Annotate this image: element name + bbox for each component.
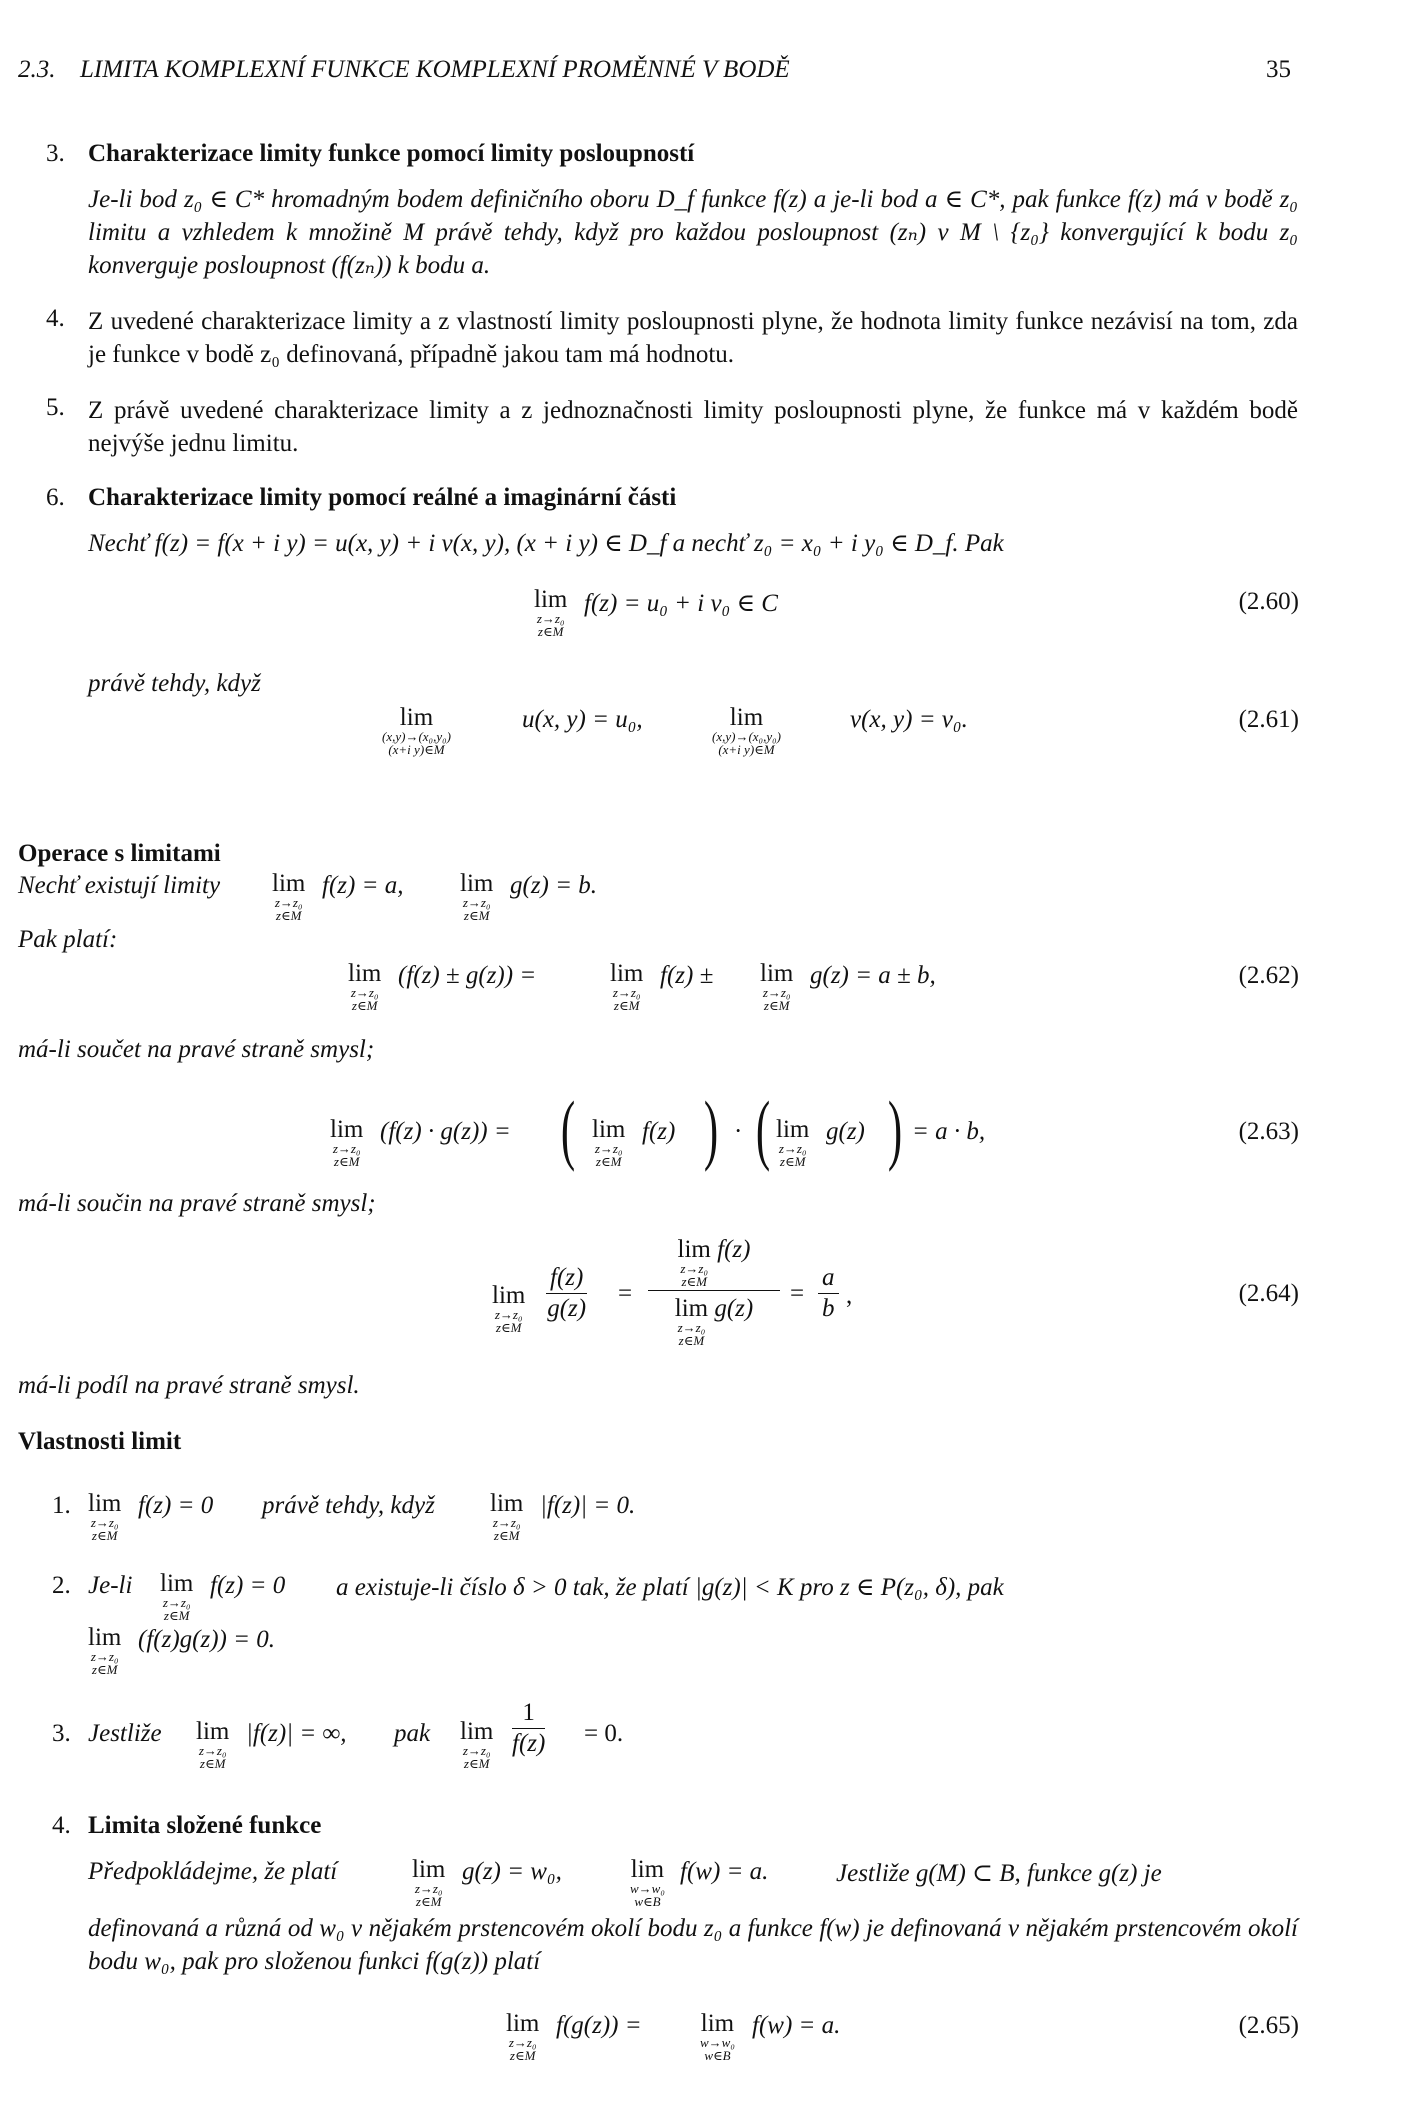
sum-mid: f(z) ± — [660, 962, 714, 989]
section-title-operations: Operace s limitami — [18, 840, 221, 867]
condition-quotient: má-li podíl na pravé straně smysl. — [18, 1372, 360, 1399]
property-2-mid: a existuje-li číslo δ > 0 tak, že platí |g(z)| < K pro z ∈ P(z₀, δ), pak — [336, 1574, 1004, 1601]
limit-operator: lim z→z₀ z∈M — [677, 1236, 711, 1289]
property-4-text: definovaná a různá od w₀ v nějakém prstencovém okolí bodu z₀ a funkce f(w) je definovaná v nějakém prstencovém okolí bodu w₀, pak pro složenou funkci f(g(z)) platí — [88, 1915, 1298, 1975]
limit-operator: lim z→z₀ z∈M — [534, 586, 568, 639]
iff-text: právě tehdy, když — [88, 670, 261, 697]
limit-operator: lim z→z₀ z∈M — [330, 1116, 364, 1169]
equation-number: (2.60) — [1238, 588, 1299, 615]
equation-number: (2.61) — [1238, 706, 1299, 733]
property-2-pre: Je-li — [88, 1572, 133, 1599]
limit-operator: lim z→z₀ z∈M — [776, 1116, 810, 1169]
property-4-mid: Jestliže g(M) ⊂ B, funkce g(z) je — [836, 1860, 1162, 1887]
equation-number: (2.64) — [1238, 1280, 1299, 1307]
property-3-a: |f(z)| = ∞, — [246, 1720, 347, 1747]
equals-sign: = — [618, 1280, 633, 1307]
equation-number: (2.62) — [1238, 962, 1299, 989]
operations-intro: Nechť existují limity — [18, 872, 221, 899]
property-4-g: g(z) = w₀, — [462, 1858, 562, 1885]
header-title: LIMITA KOMPLEXNÍ FUNKCE KOMPLEXNÍ PROMĚNNÉ V BODĚ — [80, 56, 790, 83]
limit-g-b: g(z) = b. — [510, 872, 597, 899]
item-6-number: 6. — [46, 484, 65, 511]
property-1-mid: právě tehdy, když — [262, 1492, 435, 1519]
item-3-title: Charakterizace limity funkce pomocí limity posloupností — [88, 140, 695, 167]
denominator-g: g(z) — [714, 1295, 754, 1322]
limit-operator: lim z→z₀ z∈M — [492, 1282, 526, 1335]
limit-f-a: f(z) = a, — [322, 872, 404, 899]
product-lhs: (f(z) · g(z)) = — [380, 1118, 511, 1145]
property-4-number: 4. — [52, 1812, 71, 1839]
limit-operator: lim z→z₀ z∈M — [412, 1856, 446, 1909]
limit-operator: lim z→z₀ z∈M — [674, 1295, 709, 1348]
limit-operator: lim z→z₀ z∈M — [460, 1718, 494, 1771]
limit-operator: lim z→z₀ z∈M — [506, 2010, 540, 2063]
product-dot: · — [734, 1118, 743, 1145]
item-4-text: Z uvedené charakterizace limity a z vlastností limity posloupnosti plyne, že hodnota limity funkce nezávisí na tom, zda je funkce v bodě z₀ definovaná, případně jakou tam má hodnotu. — [88, 308, 1298, 368]
item-3-text: Je-li bod z₀ ∈ C* hromadným bodem definičního oboru D_f funkce f(z) a je-li bod a ∈ C*, pak funkce f(z) má v bodě z₀ limitu a vzhledem k množině M právě tehdy, když pro každou posloupnost (zₙ) v M \ {z₀} konvergující k bodu z₀ konverguje posloupnost (f(zₙ)) k bodu a. — [88, 186, 1298, 279]
then-holds: Pak platí: — [18, 926, 118, 953]
product-rhs: = a · b, — [912, 1118, 986, 1145]
equation-2-61-v: v(x, y) = v₀. — [850, 706, 968, 733]
property-1-a: f(z) = 0 — [138, 1492, 214, 1519]
limit-operator: lim z→z₀ z∈M — [160, 1570, 194, 1623]
limit-operator: lim z→z₀ z∈M — [460, 870, 494, 923]
fraction-a-b: $\frac{a}{b}$ — [818, 1263, 839, 1324]
limit-operator: lim z→z₀ z∈M — [592, 1116, 626, 1169]
limit-operator: lim w→w₀ w∈B — [700, 2010, 735, 2063]
property-4-f: f(w) = a. — [680, 1858, 769, 1885]
header-section: 2.3. — [18, 56, 56, 83]
property-1-number: 1. — [52, 1492, 71, 1519]
limit-operator: lim z→z₀ z∈M — [610, 960, 644, 1013]
property-4-title: Limita složené funkce — [88, 1812, 322, 1839]
limit-operator: lim z→z₀ z∈M — [88, 1624, 122, 1677]
item-6-title: Charakterizace limity pomocí reálné a imaginární části — [88, 484, 677, 511]
page-number: 35 — [1266, 56, 1291, 83]
property-3-pre: Jestliže — [88, 1720, 162, 1747]
equation-2-61-u: u(x, y) = u₀, — [522, 706, 643, 733]
equals-sign: = — [790, 1280, 805, 1307]
quotient-numerator — [648, 1238, 780, 1291]
equation-number: (2.63) — [1238, 1118, 1299, 1145]
property-2-b: (f(z)g(z)) = 0. — [138, 1626, 275, 1653]
limit-operator: lim z→z₀ z∈M — [760, 960, 794, 1013]
quotient-of-limits — [648, 1238, 780, 1347]
item-3-number: 3. — [46, 140, 65, 167]
composite-rhs: f(w) = a. — [752, 2012, 841, 2039]
limit-operator: lim z→z₀ z∈M — [490, 1490, 524, 1543]
property-1-b: |f(z)| = 0. — [540, 1492, 636, 1519]
limit-operator: lim (x,y)→(x₀,y₀) (x+i y)∈M — [712, 704, 781, 757]
condition-product: má-li součin na pravé straně smysl; — [18, 1190, 376, 1217]
property-2-a: f(z) = 0 — [210, 1572, 286, 1599]
property-3-b: = 0. — [584, 1720, 624, 1747]
big-right-paren: ) — [887, 1085, 903, 1172]
equation-number: (2.65) — [1238, 2012, 1299, 2039]
item-4-number: 4. — [46, 305, 65, 332]
big-left-paren: ( — [560, 1085, 576, 1172]
limit-operator: lim z→z₀ z∈M — [196, 1718, 230, 1771]
big-left-paren: ( — [755, 1085, 771, 1172]
quotient-fraction: $\frac{f(z)}{g(z)}$ — [547, 1264, 587, 1322]
limit-operator: lim (x,y)→(x₀,y₀) (x+i y)∈M — [382, 704, 451, 757]
product-g: g(z) — [826, 1118, 865, 1145]
big-right-paren: ) — [703, 1085, 719, 1172]
reciprocal-fraction: $\frac{1}{f(z)}$ — [512, 1699, 546, 1757]
product-f: f(z) — [642, 1118, 676, 1145]
equation-2-60-body: f(z) = u₀ + i v₀ ∈ C — [584, 590, 778, 617]
limit-operator: lim z→z₀ z∈M — [348, 960, 382, 1013]
condition-sum: má-li součet na pravé straně smysl; — [18, 1036, 375, 1063]
numerator-f: f(z) — [717, 1236, 751, 1263]
property-3-mid: pak — [394, 1720, 431, 1747]
comma: , — [846, 1282, 853, 1309]
composite-lhs: f(g(z)) = — [556, 2012, 642, 2039]
limit-operator: lim z→z₀ z∈M — [272, 870, 306, 923]
property-4-pre: Předpokládejme, že platí — [88, 1858, 338, 1885]
sum-rhs: g(z) = a ± b, — [810, 962, 936, 989]
item-5-number: 5. — [46, 394, 65, 421]
property-3-number: 3. — [52, 1720, 71, 1747]
limit-operator: lim z→z₀ z∈M — [88, 1490, 122, 1543]
item-5-text: Z právě uvedené charakterizace limity a z jednoznačnosti limity posloupnosti plyne, že funkce má v každém bodě nejvýše jednu limitu. — [88, 397, 1298, 457]
limit-operator: lim w→w₀ w∈B — [630, 1856, 665, 1909]
property-2-number: 2. — [52, 1572, 71, 1599]
item-6-text: Nechť f(z) = f(x + i y) = u(x, y) + i v(x, y), (x + i y) ∈ D_f a nechť z₀ = x₀ + i y₀ ∈ D_f. Pak — [88, 530, 1004, 557]
sum-lhs: (f(z) ± g(z)) = — [398, 962, 537, 989]
section-title-properties: Vlastnosti limit — [18, 1428, 182, 1455]
quotient-denominator — [648, 1291, 780, 1347]
